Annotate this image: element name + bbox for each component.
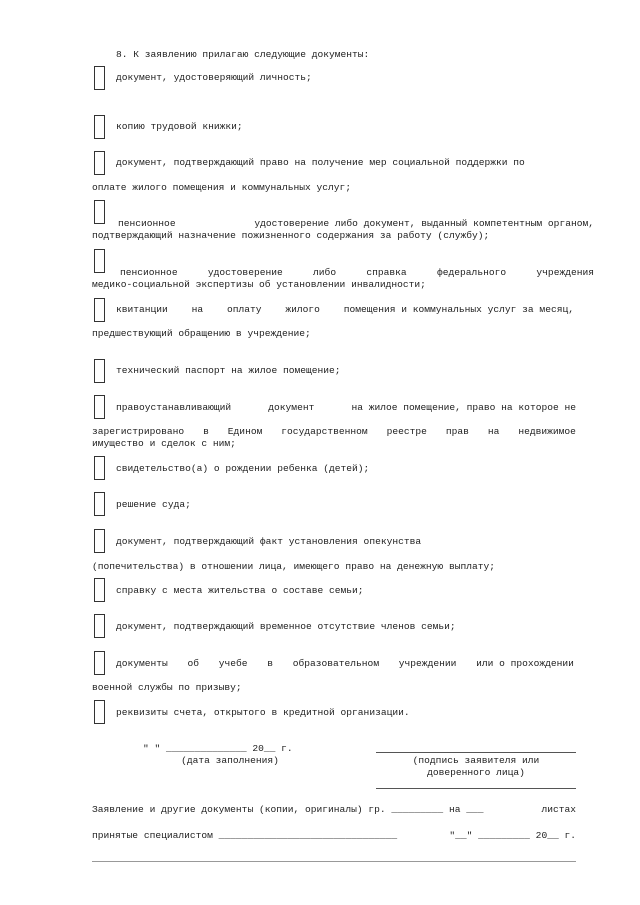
item-guardianship-cont: (попечительства) в отношении лица, имеющего право на денежную выплату;: [92, 561, 496, 572]
accepted-by-specialist: принятые специалистом _______________________________: [92, 830, 398, 841]
word: помещения и коммунальных услуг за месяц,: [343, 304, 574, 315]
item-guardianship: документ, подтверждающий факт установления опекунства: [116, 536, 422, 547]
acceptance-sheets: листах: [541, 804, 576, 815]
item-birth-certificate: свидетельство(а) о рождении ребенка (детей);: [116, 463, 370, 474]
word: или о прохождении: [476, 658, 574, 669]
checkbox-disability-certificate[interactable]: [94, 249, 105, 273]
item-social-support-right-cont: оплате жилого помещения и коммунальных услуг;: [92, 182, 352, 193]
acceptance-line-1: [92, 804, 576, 816]
word: зарегистрировано: [92, 426, 185, 437]
item-disability-certificate-cont: медико-социальной экспертизы об установлении инвалидности;: [92, 279, 426, 290]
signature-caption-1: (подпись заявителя или: [412, 755, 540, 766]
item-court-decision: решение суда;: [116, 499, 191, 510]
word: оплату: [226, 304, 262, 315]
checkbox-identity-document[interactable]: [94, 66, 105, 90]
word: пенсионное: [120, 267, 178, 278]
checkbox-residence-certificate[interactable]: [94, 578, 105, 602]
word: федерального: [437, 267, 507, 278]
item-utility-receipts-cont: предшествующий обращению в учреждение;: [92, 328, 311, 339]
word: удостоверение либо документ, выданный компетентным органом,: [254, 218, 594, 229]
date-caption: (дата заполнения): [181, 755, 279, 766]
item-identity-document: документ, удостоверяющий личность;: [116, 72, 312, 83]
word: образовательном: [292, 658, 380, 669]
acceptance-date: "__" _________ 20__ г.: [449, 830, 576, 841]
word: на: [487, 426, 500, 437]
item-pension-certificate: [118, 218, 594, 230]
word: удостоверение: [207, 267, 283, 278]
word: государственном: [281, 426, 368, 437]
word: жилого: [285, 304, 320, 315]
checkbox-temporary-absence[interactable]: [94, 614, 105, 638]
checkbox-court-decision[interactable]: [94, 492, 105, 516]
item-title-document-cont: [92, 426, 576, 438]
signature-line[interactable]: [376, 752, 576, 753]
word: в: [203, 426, 209, 437]
item-residence-certificate: справку с места жительства о составе семьи;: [116, 585, 364, 596]
word: недвижимое: [518, 426, 576, 437]
item-bank-details: реквизиты счета, открытого в кредитной организации.: [116, 707, 410, 718]
checkbox-birth-certificate[interactable]: [94, 456, 105, 480]
item-title-document-cont2: имущество и сделок с ним;: [92, 438, 236, 449]
checkbox-utility-receipts[interactable]: [94, 298, 105, 322]
acceptance-text: Заявление и другие документы (копии, оригиналы) гр. _________ на ___: [92, 804, 484, 815]
checkbox-pension-certificate[interactable]: [94, 200, 105, 224]
signature-underline: [376, 788, 576, 789]
word: документы: [116, 658, 168, 669]
word: реестре: [386, 426, 427, 437]
word: справка: [366, 267, 407, 278]
checkbox-employment-record[interactable]: [94, 115, 105, 139]
checkbox-education-military[interactable]: [94, 651, 105, 675]
checkbox-bank-details[interactable]: [94, 700, 105, 724]
item-title-document: [116, 402, 576, 414]
word: на жилое помещение, право на которое не: [351, 402, 576, 413]
bottom-divider: [92, 861, 576, 862]
word: Едином: [227, 426, 263, 437]
word: квитанции: [116, 304, 168, 315]
checkbox-technical-passport[interactable]: [94, 359, 105, 383]
word: либо: [313, 267, 337, 278]
word: учреждения: [536, 267, 594, 278]
item-temporary-absence: документ, подтверждающий временное отсутствие членов семьи;: [116, 621, 456, 632]
item-social-support-right: документ, подтверждающий право на получение мер социальной поддержки по: [116, 157, 525, 168]
checkbox-title-document[interactable]: [94, 395, 105, 419]
word: учебе: [218, 658, 248, 669]
date-fill-line[interactable]: " " ______________ 20__ г.: [143, 743, 293, 754]
word: в: [267, 658, 274, 669]
word: учреждении: [398, 658, 457, 669]
item-technical-passport: технический паспорт на жилое помещение;: [116, 365, 341, 376]
item-utility-receipts: [116, 304, 574, 316]
checkbox-guardianship[interactable]: [94, 529, 105, 553]
signature-caption-2: доверенного лица): [427, 767, 525, 778]
word: документ: [268, 402, 315, 413]
checkbox-social-support-right[interactable]: [94, 151, 105, 175]
item-employment-record: копию трудовой книжки;: [116, 121, 243, 132]
acceptance-line-2: [92, 830, 576, 842]
word: правоустанавливающий: [116, 402, 232, 413]
item-pension-certificate-cont: подтверждающий назначение пожизненного содержания за работу (службу);: [92, 230, 490, 241]
word: на: [191, 304, 204, 315]
item-education-military-cont: военной службы по призыву;: [92, 682, 242, 693]
word: об: [187, 658, 200, 669]
word: прав: [445, 426, 469, 437]
header-text: 8. К заявлению прилагаю следующие документы:: [116, 49, 370, 60]
item-disability-certificate: [120, 267, 594, 279]
word: пенсионное: [118, 218, 176, 229]
item-education-military: [116, 658, 574, 670]
